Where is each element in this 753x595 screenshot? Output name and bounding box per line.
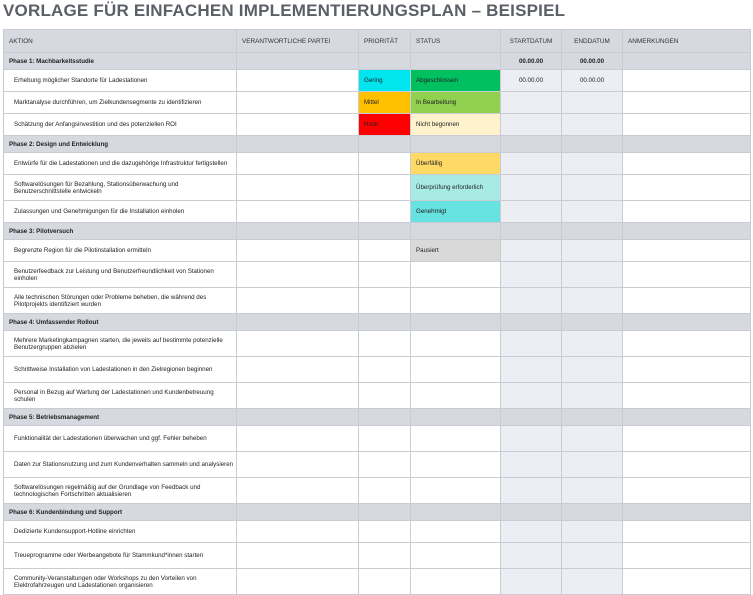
start-date-cell[interactable]: 00.00.00 <box>501 70 562 92</box>
notes-cell[interactable] <box>623 543 751 569</box>
action-cell[interactable]: Phase 4: Umfassender Rollout <box>4 314 237 331</box>
action-cell[interactable]: Marktanalyse durchführen, um Zielkundensegmente zu identifizieren <box>4 92 237 114</box>
end-date-cell[interactable] <box>562 331 623 357</box>
end-date-cell[interactable] <box>562 569 623 595</box>
action-cell[interactable]: Entwürfe für die Ladestationen und die dazugehörige Infrastruktur fertigstellen <box>4 153 237 175</box>
start-date-cell[interactable] <box>501 288 562 314</box>
status-cell[interactable]: Überfällig <box>411 153 501 175</box>
status-cell[interactable]: Genehmigt <box>411 201 501 223</box>
responsible-party-cell[interactable] <box>237 114 359 136</box>
end-date-cell[interactable] <box>562 240 623 262</box>
phase-row <box>4 314 751 331</box>
priority-cell[interactable] <box>359 223 411 240</box>
status-cell[interactable]: In Bearbeitung <box>411 92 501 114</box>
action-cell[interactable]: Zulassungen und Genehmigungen für die Installation einholen <box>4 201 237 223</box>
end-date-cell[interactable] <box>562 521 623 543</box>
responsible-party-cell[interactable] <box>237 521 359 543</box>
responsible-party-cell[interactable] <box>237 452 359 478</box>
action-cell[interactable]: Dedizierte Kundensupport-Hotline einrichten <box>4 521 237 543</box>
phase-row <box>4 409 751 426</box>
page-title: VORLAGE FÜR EINFACHEN IMPLEMENTIERUNGSPLAN – BEISPIEL <box>3 1 566 20</box>
start-date-cell[interactable] <box>501 383 562 409</box>
notes-cell[interactable] <box>623 175 751 201</box>
notes-cell[interactable] <box>623 70 751 92</box>
priority-cell[interactable] <box>359 504 411 521</box>
end-date-cell[interactable] <box>562 314 623 331</box>
responsible-party-cell[interactable] <box>237 288 359 314</box>
action-cell[interactable]: Mehrere Marketingkampagnen starten, die jeweils auf bestimmte potenzielle Benutzergruppen abzielen <box>4 331 237 357</box>
end-date-cell[interactable] <box>562 175 623 201</box>
action-cell[interactable]: Benutzerfeedback zur Leistung und Benutzerfreundlichkeit von Stationen einholen <box>4 262 237 288</box>
end-date-cell[interactable] <box>562 357 623 383</box>
end-date-cell[interactable] <box>562 478 623 504</box>
priority-cell[interactable] <box>359 357 411 383</box>
status-cell[interactable] <box>411 569 501 595</box>
responsible-party-cell[interactable] <box>237 223 359 240</box>
implementation-plan-table <box>3 29 751 595</box>
table-row <box>4 262 751 288</box>
priority-cell[interactable]: Hoch <box>359 114 411 136</box>
action-cell[interactable]: Daten zur Stationsnutzung und zum Kundenverhalten sammeln und analysieren <box>4 452 237 478</box>
action-cell[interactable]: Phase 5: Betriebsmanagement <box>4 409 237 426</box>
table-row <box>4 452 751 478</box>
status-cell[interactable] <box>411 383 501 409</box>
end-date-cell[interactable] <box>562 426 623 452</box>
end-date-cell[interactable] <box>562 409 623 426</box>
table-row <box>4 478 751 504</box>
table-row <box>4 521 751 543</box>
phase-row <box>4 53 751 70</box>
start-date-cell[interactable] <box>501 92 562 114</box>
notes-cell[interactable] <box>623 114 751 136</box>
action-cell[interactable]: Erhebung möglicher Standorte für Ladestationen <box>4 70 237 92</box>
responsible-party-cell[interactable] <box>237 426 359 452</box>
action-cell[interactable]: Phase 2: Design und Entwicklung <box>4 136 237 153</box>
responsible-party-cell[interactable] <box>237 92 359 114</box>
status-cell[interactable] <box>411 136 501 153</box>
responsible-party-cell[interactable] <box>237 569 359 595</box>
phase-row <box>4 223 751 240</box>
start-date-cell[interactable] <box>501 175 562 201</box>
responsible-party-cell[interactable] <box>237 53 359 70</box>
responsible-party-cell[interactable] <box>237 175 359 201</box>
notes-cell[interactable] <box>623 223 751 240</box>
action-cell[interactable]: Alle technischen Störungen oder Probleme beheben, die während des Pilotprojekts identifiziert wurden <box>4 288 237 314</box>
start-date-cell[interactable] <box>501 153 562 175</box>
table-row <box>4 92 751 114</box>
responsible-party-cell[interactable] <box>237 262 359 288</box>
start-date-cell[interactable] <box>501 262 562 288</box>
table-body <box>4 53 751 595</box>
header-status: STATUS <box>411 30 501 53</box>
end-date-cell[interactable]: 00.00.00 <box>562 70 623 92</box>
start-date-cell[interactable] <box>501 504 562 521</box>
responsible-party-cell[interactable] <box>237 314 359 331</box>
end-date-cell[interactable] <box>562 92 623 114</box>
header-end-date: ENDDATUM <box>562 30 623 53</box>
phase-row <box>4 136 751 153</box>
status-cell[interactable] <box>411 543 501 569</box>
end-date-cell[interactable] <box>562 201 623 223</box>
table-row <box>4 543 751 569</box>
status-cell[interactable]: Nicht begonnen <box>411 114 501 136</box>
responsible-party-cell[interactable] <box>237 153 359 175</box>
action-cell[interactable]: Personal in Bezug auf Wartung der Ladestationen und Kundenbetreuung schulen <box>4 383 237 409</box>
action-cell[interactable]: Community-Veranstaltungen oder Workshops zu den Vorteilen von Elektrofahrzeugen und Ladestationen organisieren <box>4 569 237 595</box>
priority-cell[interactable]: Gering <box>359 70 411 92</box>
status-cell[interactable] <box>411 314 501 331</box>
status-cell[interactable]: Pausiert <box>411 240 501 262</box>
notes-cell[interactable] <box>623 478 751 504</box>
start-date-cell[interactable] <box>501 331 562 357</box>
start-date-cell[interactable] <box>501 452 562 478</box>
action-cell[interactable]: Phase 1: Machbarkeitsstudie <box>4 53 237 70</box>
status-cell[interactable] <box>411 288 501 314</box>
end-date-cell[interactable] <box>562 136 623 153</box>
priority-cell[interactable] <box>359 383 411 409</box>
notes-cell[interactable] <box>623 357 751 383</box>
status-cell[interactable] <box>411 521 501 543</box>
priority-cell[interactable] <box>359 409 411 426</box>
start-date-cell[interactable] <box>501 240 562 262</box>
priority-cell[interactable] <box>359 314 411 331</box>
priority-cell[interactable] <box>359 153 411 175</box>
start-date-cell[interactable]: 00.00.00 <box>501 53 562 70</box>
end-date-cell[interactable] <box>562 383 623 409</box>
start-date-cell[interactable] <box>501 114 562 136</box>
notes-cell[interactable] <box>623 92 751 114</box>
start-date-cell[interactable] <box>501 357 562 383</box>
notes-cell[interactable] <box>623 569 751 595</box>
priority-cell[interactable] <box>359 136 411 153</box>
status-cell[interactable]: Abgeschlossen <box>411 70 501 92</box>
start-date-cell[interactable] <box>501 201 562 223</box>
status-cell[interactable]: Überprüfung erforderlich <box>411 175 501 201</box>
end-date-cell[interactable]: 00.00.00 <box>562 53 623 70</box>
priority-cell[interactable] <box>359 569 411 595</box>
priority-cell[interactable] <box>359 240 411 262</box>
responsible-party-cell[interactable] <box>237 331 359 357</box>
table-row <box>4 331 751 357</box>
notes-cell[interactable] <box>623 409 751 426</box>
status-cell[interactable] <box>411 409 501 426</box>
priority-cell[interactable] <box>359 175 411 201</box>
status-cell[interactable] <box>411 331 501 357</box>
header-start-date: STARTDATUM <box>501 30 562 53</box>
start-date-cell[interactable] <box>501 223 562 240</box>
end-date-cell[interactable] <box>562 153 623 175</box>
notes-cell[interactable] <box>623 314 751 331</box>
notes-cell[interactable] <box>623 521 751 543</box>
table-row <box>4 201 751 223</box>
priority-cell[interactable]: Mittel <box>359 92 411 114</box>
priority-cell[interactable] <box>359 201 411 223</box>
priority-cell[interactable] <box>359 452 411 478</box>
notes-cell[interactable] <box>623 452 751 478</box>
header-notes: ANMERKUNGEN <box>623 30 751 53</box>
start-date-cell[interactable] <box>501 478 562 504</box>
status-cell[interactable] <box>411 504 501 521</box>
start-date-cell[interactable] <box>501 136 562 153</box>
start-date-cell[interactable] <box>501 569 562 595</box>
table-row <box>4 175 751 201</box>
action-cell[interactable]: Schrittweise Installation von Ladestationen in den Zielregionen beginnen <box>4 357 237 383</box>
start-date-cell[interactable] <box>501 521 562 543</box>
responsible-party-cell[interactable] <box>237 70 359 92</box>
action-cell[interactable]: Phase 6: Kundenbindung und Support <box>4 504 237 521</box>
end-date-cell[interactable] <box>562 288 623 314</box>
action-cell[interactable]: Treueprogramme oder Werbeangebote für Stammkund*innen starten <box>4 543 237 569</box>
table-row <box>4 383 751 409</box>
start-date-cell[interactable] <box>501 314 562 331</box>
responsible-party-cell[interactable] <box>237 543 359 569</box>
responsible-party-cell[interactable] <box>237 201 359 223</box>
notes-cell[interactable] <box>623 240 751 262</box>
table-row <box>4 70 751 92</box>
action-cell[interactable]: Funktionalität der Ladestationen überwachen und ggf. Fehler beheben <box>4 426 237 452</box>
table-row <box>4 288 751 314</box>
priority-cell[interactable] <box>359 262 411 288</box>
notes-cell[interactable] <box>623 383 751 409</box>
start-date-cell[interactable] <box>501 543 562 569</box>
responsible-party-cell[interactable] <box>237 478 359 504</box>
status-cell[interactable] <box>411 357 501 383</box>
status-cell[interactable] <box>411 478 501 504</box>
header-action: AKTION <box>4 30 237 53</box>
table-row <box>4 569 751 595</box>
responsible-party-cell[interactable] <box>237 240 359 262</box>
start-date-cell[interactable] <box>501 409 562 426</box>
responsible-party-cell[interactable] <box>237 504 359 521</box>
header-row <box>4 30 751 53</box>
header-responsible-party: VERANTWORTLICHE PARTEI <box>237 30 359 53</box>
responsible-party-cell[interactable] <box>237 409 359 426</box>
end-date-cell[interactable] <box>562 223 623 240</box>
action-cell[interactable]: Begrenzte Region für die Pilotinstallation ermitteln <box>4 240 237 262</box>
start-date-cell[interactable] <box>501 426 562 452</box>
table-row <box>4 153 751 175</box>
responsible-party-cell[interactable] <box>237 136 359 153</box>
phase-row <box>4 504 751 521</box>
notes-cell[interactable] <box>623 262 751 288</box>
action-cell[interactable]: Softwarelösungen für Bezahlung, Stationsüberwachung und Benutzerschnittstelle entwickeln <box>4 175 237 201</box>
priority-cell[interactable] <box>359 426 411 452</box>
priority-cell[interactable] <box>359 331 411 357</box>
priority-cell[interactable] <box>359 521 411 543</box>
responsible-party-cell[interactable] <box>237 357 359 383</box>
priority-cell[interactable] <box>359 53 411 70</box>
table-row <box>4 426 751 452</box>
responsible-party-cell[interactable] <box>237 383 359 409</box>
end-date-cell[interactable] <box>562 452 623 478</box>
status-cell[interactable] <box>411 452 501 478</box>
notes-cell[interactable] <box>623 136 751 153</box>
notes-cell[interactable] <box>623 426 751 452</box>
action-cell[interactable]: Softwarelösungen regelmäßig auf der Grundlage von Feedback und technologischen Fortschritten aktualisieren <box>4 478 237 504</box>
priority-cell[interactable] <box>359 478 411 504</box>
status-cell[interactable] <box>411 426 501 452</box>
notes-cell[interactable] <box>623 201 751 223</box>
status-cell[interactable] <box>411 262 501 288</box>
priority-cell[interactable] <box>359 288 411 314</box>
action-cell[interactable]: Schätzung der Anfangsinvestition und des potenziellen ROI <box>4 114 237 136</box>
end-date-cell[interactable] <box>562 543 623 569</box>
action-cell[interactable]: Phase 3: Pilotversuch <box>4 223 237 240</box>
notes-cell[interactable] <box>623 53 751 70</box>
notes-cell[interactable] <box>623 331 751 357</box>
table-row <box>4 240 751 262</box>
status-cell[interactable] <box>411 223 501 240</box>
end-date-cell[interactable] <box>562 262 623 288</box>
table-row <box>4 357 751 383</box>
status-cell[interactable] <box>411 53 501 70</box>
table-row <box>4 114 751 136</box>
end-date-cell[interactable] <box>562 504 623 521</box>
end-date-cell[interactable] <box>562 114 623 136</box>
priority-cell[interactable] <box>359 543 411 569</box>
header-priority: PRIORITÄT <box>359 30 411 53</box>
notes-cell[interactable] <box>623 504 751 521</box>
notes-cell[interactable] <box>623 153 751 175</box>
notes-cell[interactable] <box>623 288 751 314</box>
